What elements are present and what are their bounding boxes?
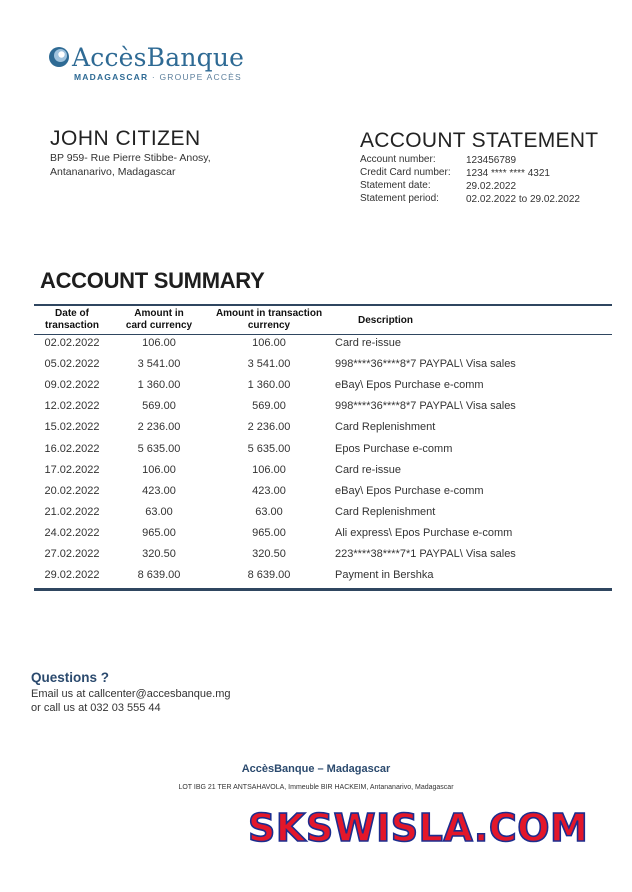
cell-date: 29.02.2022 bbox=[44, 569, 100, 582]
cell-description: Payment in Bershka bbox=[335, 569, 434, 582]
cell-txn-amount: 3 541.00 bbox=[247, 358, 291, 371]
cell-txn-amount: 106.00 bbox=[252, 337, 286, 349]
summary-title: ACCOUNT SUMMARY bbox=[40, 268, 265, 293]
cell-description: Card re-issue bbox=[335, 463, 402, 476]
cell-txn-amount: 8 639.00 bbox=[247, 569, 291, 582]
cell-date: 12.02.2022 bbox=[44, 400, 100, 413]
account-number-value: 123456789 bbox=[466, 155, 517, 166]
cell-description: Epos Purchase e-comm bbox=[335, 442, 453, 455]
cell-date: 20.02.2022 bbox=[44, 484, 100, 497]
cell-date: 05.02.2022 bbox=[44, 358, 100, 371]
cell-txn-amount: 5 635.00 bbox=[247, 442, 291, 455]
bank-logo-icon bbox=[48, 46, 70, 68]
header-txn-line2: currency bbox=[247, 320, 291, 331]
bank-logo-tagline bbox=[74, 72, 242, 82]
statement-period-label: Statement period: bbox=[360, 193, 439, 204]
cell-card-amount: 569.00 bbox=[142, 400, 176, 413]
contact-phone-line: or call us at 032 03 555 44 bbox=[31, 702, 161, 714]
card-number-value: 1234 **** **** 4321 bbox=[466, 168, 550, 179]
watermark: SKSWISLA.COM bbox=[248, 806, 589, 850]
cell-txn-amount: 423.00 bbox=[252, 484, 286, 497]
table-bottom-rule bbox=[34, 588, 612, 591]
footer-bank-name: AccèsBanque – Madagascar bbox=[241, 763, 391, 775]
cell-card-amount: 106.00 bbox=[142, 337, 176, 349]
cell-date: 09.02.2022 bbox=[44, 379, 100, 392]
statement-date-label: Statement date: bbox=[360, 180, 431, 191]
header-card-line1: Amount in bbox=[134, 308, 184, 319]
cell-date: 16.02.2022 bbox=[44, 442, 100, 455]
bank-logo-name: AccèsBanque bbox=[72, 43, 245, 72]
cell-card-amount: 5 635.00 bbox=[137, 442, 181, 455]
footer-address: LOT IBG 21 TER ANTSAHAVOLA, Immeuble BIR HACKEIM, Antananarivo, Madagascar bbox=[178, 784, 454, 791]
cell-card-amount: 1 360.00 bbox=[137, 379, 181, 392]
bank-tagline-group: · GROUPE ACCÈS bbox=[148, 72, 242, 82]
header-txn-amount bbox=[208, 308, 330, 332]
statement-period-value: 02.02.2022 to 29.02.2022 bbox=[466, 194, 580, 205]
cell-description: 223****38****7*1 PAYPAL\ Visa sales bbox=[335, 548, 516, 560]
header-date bbox=[36, 308, 108, 332]
contact-email-line: Email us at callcenter@accesbanque.mg bbox=[31, 688, 231, 700]
account-number-label: Account number: bbox=[360, 154, 436, 165]
cell-card-amount: 2 236.00 bbox=[137, 421, 181, 434]
customer-name: JOHN CITIZEN bbox=[50, 127, 201, 150]
cell-date: 21.02.2022 bbox=[44, 505, 100, 518]
cell-description: Card Replenishment bbox=[335, 421, 436, 434]
cell-txn-amount: 1 360.00 bbox=[247, 379, 291, 392]
cell-description: Ali express\ Epos Purchase e-comm bbox=[335, 526, 513, 539]
cell-description: 998****36****8*7 PAYPAL\ Visa sales bbox=[335, 400, 516, 413]
cell-date: 15.02.2022 bbox=[44, 421, 100, 434]
cell-card-amount: 8 639.00 bbox=[137, 569, 181, 582]
cell-date: 24.02.2022 bbox=[44, 526, 100, 539]
header-date-line1: Date of bbox=[55, 308, 89, 319]
cell-description: eBay\ Epos Purchase e-comm bbox=[335, 379, 484, 392]
statement-date-value: 29.02.2022 bbox=[466, 181, 517, 192]
card-number-label: Credit Card number: bbox=[360, 167, 451, 178]
cell-description: Card Replenishment bbox=[335, 505, 436, 518]
customer-address-line2: Antananarivo, Madagascar bbox=[50, 166, 176, 178]
cell-card-amount: 3 541.00 bbox=[137, 358, 181, 371]
header-card-amount bbox=[118, 308, 200, 332]
cell-card-amount: 965.00 bbox=[142, 526, 176, 539]
cell-txn-amount: 63.00 bbox=[255, 505, 283, 518]
cell-txn-amount: 569.00 bbox=[252, 400, 286, 413]
cell-txn-amount: 106.00 bbox=[252, 463, 286, 476]
cell-txn-amount: 2 236.00 bbox=[247, 421, 291, 434]
cell-card-amount: 63.00 bbox=[145, 505, 173, 518]
cell-description: eBay\ Epos Purchase e-comm bbox=[335, 484, 484, 497]
statement-title: ACCOUNT STATEMENT bbox=[360, 129, 599, 152]
questions-title: Questions ? bbox=[31, 670, 110, 685]
cell-date: 02.02.2022 bbox=[44, 337, 100, 349]
table-header-rule bbox=[34, 334, 612, 335]
header-txn-line1: Amount in transaction bbox=[215, 308, 323, 319]
cell-date: 27.02.2022 bbox=[44, 548, 100, 560]
cell-card-amount: 106.00 bbox=[142, 463, 176, 476]
header-date-line2: transaction bbox=[45, 320, 99, 331]
cell-txn-amount: 965.00 bbox=[252, 526, 286, 539]
cell-card-amount: 320.50 bbox=[142, 548, 176, 560]
cell-description: Card re-issue bbox=[335, 337, 402, 349]
cell-card-amount: 423.00 bbox=[142, 484, 176, 497]
header-description: Description bbox=[358, 315, 414, 326]
table-top-rule bbox=[34, 304, 612, 306]
customer-address-line1: BP 959- Rue Pierre Stibbe- Anosy, bbox=[50, 152, 211, 164]
header-card-line2: card currency bbox=[125, 320, 193, 331]
cell-description: 998****36****8*7 PAYPAL\ Visa sales bbox=[335, 358, 516, 371]
cell-txn-amount: 320.50 bbox=[252, 548, 286, 560]
cell-date: 17.02.2022 bbox=[44, 463, 100, 476]
bank-tagline-country: MADAGASCAR bbox=[74, 72, 149, 82]
